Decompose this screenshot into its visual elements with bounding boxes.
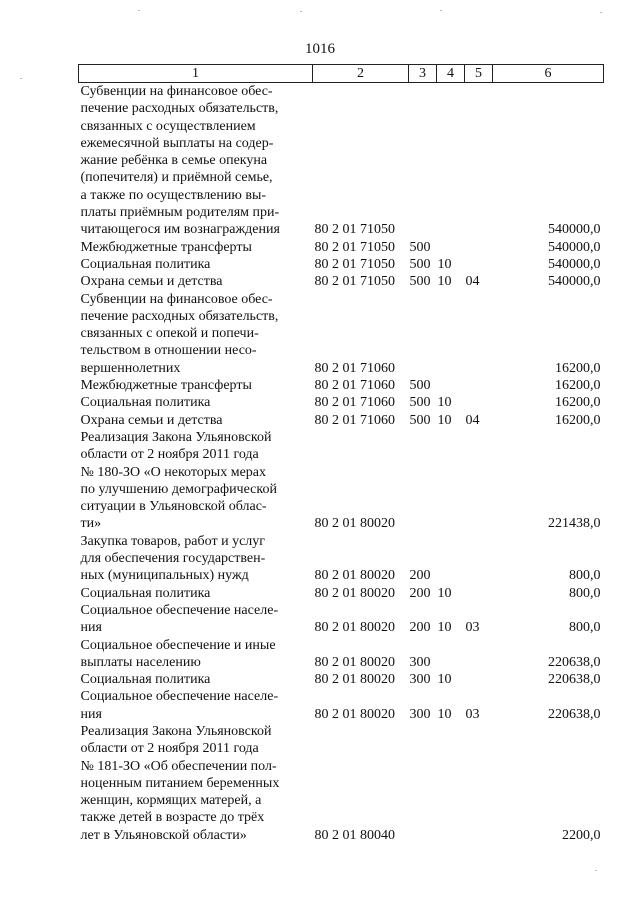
- row-subsection: [465, 256, 493, 273]
- row-name-line: читающегося им вознаграждения: [80, 222, 280, 238]
- row-name-line: ния: [80, 620, 102, 636]
- row-name-line: печение расходных обязательств,: [80, 308, 279, 324]
- row-section: 10: [437, 395, 452, 411]
- row-section: [437, 429, 465, 533]
- row-code: 80 2 01 71060: [314, 395, 395, 411]
- row-code: 80 2 01 71050: [314, 239, 395, 255]
- row-expense-type: 200: [409, 620, 431, 636]
- scan-speck: [595, 870, 597, 871]
- row-amount: 16200,0: [555, 360, 601, 376]
- row-expense-type: 200: [409, 568, 431, 584]
- row-subsection: [465, 585, 493, 602]
- row-expense-type: 500: [409, 378, 431, 394]
- row-section: 10: [437, 706, 452, 722]
- row-code: 80 2 01 71060: [314, 378, 395, 394]
- table-body: [79, 83, 604, 845]
- row-name-line: Межбюджетные трансферты: [80, 239, 252, 255]
- row-code: 80 2 01 71060: [314, 412, 395, 428]
- row-subsection: [465, 394, 493, 411]
- row-amount: 800,0: [569, 620, 601, 636]
- row-name-line: связанных с осуществлением: [80, 118, 256, 134]
- row-name-line: ежемесячной выплаты на содер-: [80, 135, 274, 151]
- row-section: 10: [437, 620, 452, 636]
- page-number: 1016: [305, 41, 335, 57]
- row-code: 80 2 01 80020: [314, 706, 395, 722]
- row-subsection: [465, 671, 493, 688]
- scan-speck: [20, 78, 22, 79]
- row-amount: 800,0: [569, 585, 601, 601]
- row-section: [437, 533, 465, 585]
- row-name-line: Социальное обеспечение населе-: [80, 602, 279, 618]
- row-amount: 540000,0: [548, 256, 601, 272]
- row-name-line: Реализация Закона Ульяновской: [80, 723, 272, 739]
- scan-speck: [300, 11, 302, 12]
- row-name-line: Социальная политика: [80, 395, 211, 411]
- row-section: 10: [437, 274, 452, 290]
- row-name-line: женщин, кормящих матерей, а: [80, 793, 262, 809]
- table-row: [79, 533, 604, 585]
- row-expense-type: 200: [409, 585, 431, 601]
- table-row: [79, 671, 604, 688]
- table-row: [79, 429, 604, 533]
- row-name-line: Социальная политика: [80, 256, 211, 272]
- row-name-line: Социальное обеспечение и иные: [80, 637, 276, 653]
- row-amount: 2200,0: [562, 827, 601, 843]
- row-name-line: Реализация Закона Ульяновской: [80, 429, 272, 445]
- row-name-line: тельством в отношении несо-: [80, 343, 257, 359]
- row-name: [79, 394, 313, 411]
- row-section: 10: [437, 585, 452, 601]
- row-name: [79, 585, 313, 602]
- row-code: 80 2 01 71050: [314, 222, 395, 238]
- row-name: [79, 412, 313, 429]
- row-expense-type: [409, 291, 437, 377]
- row-name: [79, 273, 313, 290]
- row-code: 80 2 01 80020: [314, 654, 395, 670]
- row-code: 80 2 01 80020: [314, 620, 395, 636]
- table-header-row: [79, 65, 604, 83]
- row-name-line: № 181-ЗО «Об обеспечении пол-: [80, 758, 277, 774]
- row-name-line: связанных с опекой и попечи-: [80, 326, 259, 342]
- row-name-line: по улучшению демографической: [80, 481, 277, 497]
- row-expense-type: 500: [409, 274, 431, 290]
- row-name-line: Социальная политика: [80, 585, 211, 601]
- row-code: 80 2 01 71060: [314, 360, 395, 376]
- row-name: [79, 256, 313, 273]
- table-row: [79, 273, 604, 290]
- header-col-4: 4: [437, 65, 465, 83]
- row-amount: 16200,0: [555, 412, 601, 428]
- table-row: [79, 602, 604, 637]
- row-section: [437, 83, 465, 239]
- table-row: [79, 256, 604, 273]
- row-amount: 540000,0: [548, 239, 601, 255]
- row-name-line: Субвенции на финансовое обес-: [80, 84, 273, 99]
- row-subsection: 04: [465, 412, 480, 428]
- row-name-line: Закупка товаров, работ и услуг: [80, 533, 266, 549]
- header-col-5: 5: [465, 65, 493, 83]
- row-name-line: Охрана семьи и детства: [80, 274, 223, 290]
- row-name: [79, 602, 313, 637]
- header-col-1: 1: [79, 65, 313, 83]
- row-name-line: области от 2 ноября 2011 года: [80, 447, 259, 463]
- row-name: [79, 637, 313, 672]
- row-name-line: Охрана семьи и детства: [80, 412, 223, 428]
- row-code: 80 2 01 71050: [314, 274, 395, 290]
- row-expense-type: 500: [409, 412, 431, 428]
- row-amount: 220638,0: [548, 672, 601, 688]
- row-name-line: выплаты населению: [80, 654, 201, 670]
- row-name-line: Социальное обеспечение населе-: [80, 689, 279, 705]
- row-name: [79, 377, 313, 394]
- row-name-line: Социальная политика: [80, 672, 211, 688]
- table-row: [79, 239, 604, 256]
- row-name-line: вершеннолетних: [80, 360, 181, 376]
- row-subsection: [465, 239, 493, 256]
- header-col-6: 6: [493, 65, 604, 83]
- row-code: 80 2 01 80020: [314, 672, 395, 688]
- row-amount: 800,0: [569, 568, 601, 584]
- table-row: [79, 394, 604, 411]
- row-name: [79, 533, 313, 585]
- row-name: [79, 429, 313, 533]
- row-name-line: платы приёмным родителям при-: [80, 205, 280, 221]
- table-row: [79, 637, 604, 672]
- row-expense-type: 300: [409, 706, 431, 722]
- row-expense-type: 500: [409, 395, 431, 411]
- row-name-line: ситуации в Ульяновской облас-: [80, 499, 267, 515]
- row-name-line: ных (муниципальных) нужд: [80, 568, 249, 584]
- row-name-line: области от 2 ноября 2011 года: [80, 741, 259, 757]
- table-row: [79, 585, 604, 602]
- row-expense-type: 500: [409, 239, 431, 255]
- row-section: [437, 377, 465, 394]
- row-amount: 16200,0: [555, 395, 601, 411]
- row-name-line: ти»: [80, 516, 102, 532]
- row-name-line: также детей в возрасте до трёх: [80, 810, 265, 826]
- row-name-line: № 180-ЗО «О некоторых мерах: [80, 464, 266, 480]
- row-name: [79, 83, 313, 239]
- row-section: [437, 239, 465, 256]
- table-row: [79, 291, 604, 377]
- row-amount: 220638,0: [548, 654, 601, 670]
- header-col-3: 3: [409, 65, 437, 83]
- table-row: [79, 83, 604, 239]
- row-amount: 540000,0: [548, 274, 601, 290]
- row-name-line: жание ребёнка в семье опекуна: [80, 153, 268, 169]
- header-col-2: 2: [313, 65, 409, 83]
- row-expense-type: [409, 429, 437, 533]
- row-subsection: [465, 291, 493, 377]
- row-subsection: [465, 533, 493, 585]
- row-name: [79, 671, 313, 688]
- row-section: [437, 723, 465, 844]
- row-subsection: 03: [465, 706, 480, 722]
- row-code: 80 2 01 71050: [314, 256, 395, 272]
- row-subsection: [465, 723, 493, 844]
- row-code: 80 2 01 80040: [314, 827, 395, 843]
- row-name-line: лет в Ульяновской области»: [80, 827, 247, 843]
- row-subsection: [465, 637, 493, 672]
- row-amount: 220638,0: [548, 706, 601, 722]
- row-expense-type: 300: [409, 672, 431, 688]
- table-row: [79, 688, 604, 723]
- table-row: [79, 377, 604, 394]
- table-row: [79, 723, 604, 844]
- row-name-line: для обеспечения государствен-: [80, 551, 266, 567]
- row-subsection: [465, 377, 493, 394]
- row-amount: 540000,0: [548, 222, 601, 238]
- row-section: [437, 637, 465, 672]
- row-subsection: 04: [465, 274, 480, 290]
- row-section: [437, 291, 465, 377]
- row-amount: 16200,0: [555, 378, 601, 394]
- row-subsection: [465, 83, 493, 239]
- row-code: 80 2 01 80020: [314, 585, 395, 601]
- row-section: 10: [437, 672, 452, 688]
- row-name: [79, 723, 313, 844]
- row-name-line: Межбюджетные трансферты: [80, 378, 252, 394]
- row-name-line: а также по осуществлению вы-: [80, 187, 267, 203]
- table-row: [79, 412, 604, 429]
- row-subsection: 03: [465, 620, 480, 636]
- row-section: 10: [437, 412, 452, 428]
- scan-speck: [138, 10, 140, 11]
- row-name: [79, 688, 313, 723]
- row-name-line: ния: [80, 706, 102, 722]
- row-name-line: печение расходных обязательств,: [80, 101, 279, 117]
- scan-speck: [600, 12, 602, 13]
- row-name-line: ноценным питанием беременных: [80, 775, 280, 791]
- row-name-line: (попечителя) и приёмной семье,: [80, 170, 273, 186]
- row-code: 80 2 01 80020: [314, 516, 395, 532]
- row-subsection: [465, 429, 493, 533]
- row-amount: 221438,0: [548, 516, 601, 532]
- row-expense-type: 300: [409, 654, 431, 670]
- budget-table: [78, 64, 604, 844]
- row-expense-type: 500: [409, 256, 431, 272]
- row-name-line: Субвенции на финансовое обес-: [80, 291, 273, 307]
- row-section: 10: [437, 256, 452, 272]
- row-expense-type: [409, 723, 437, 844]
- row-expense-type: [409, 83, 437, 239]
- row-name: [79, 291, 313, 377]
- row-code: 80 2 01 80020: [314, 568, 395, 584]
- row-name: [79, 239, 313, 256]
- scan-speck: [440, 10, 442, 11]
